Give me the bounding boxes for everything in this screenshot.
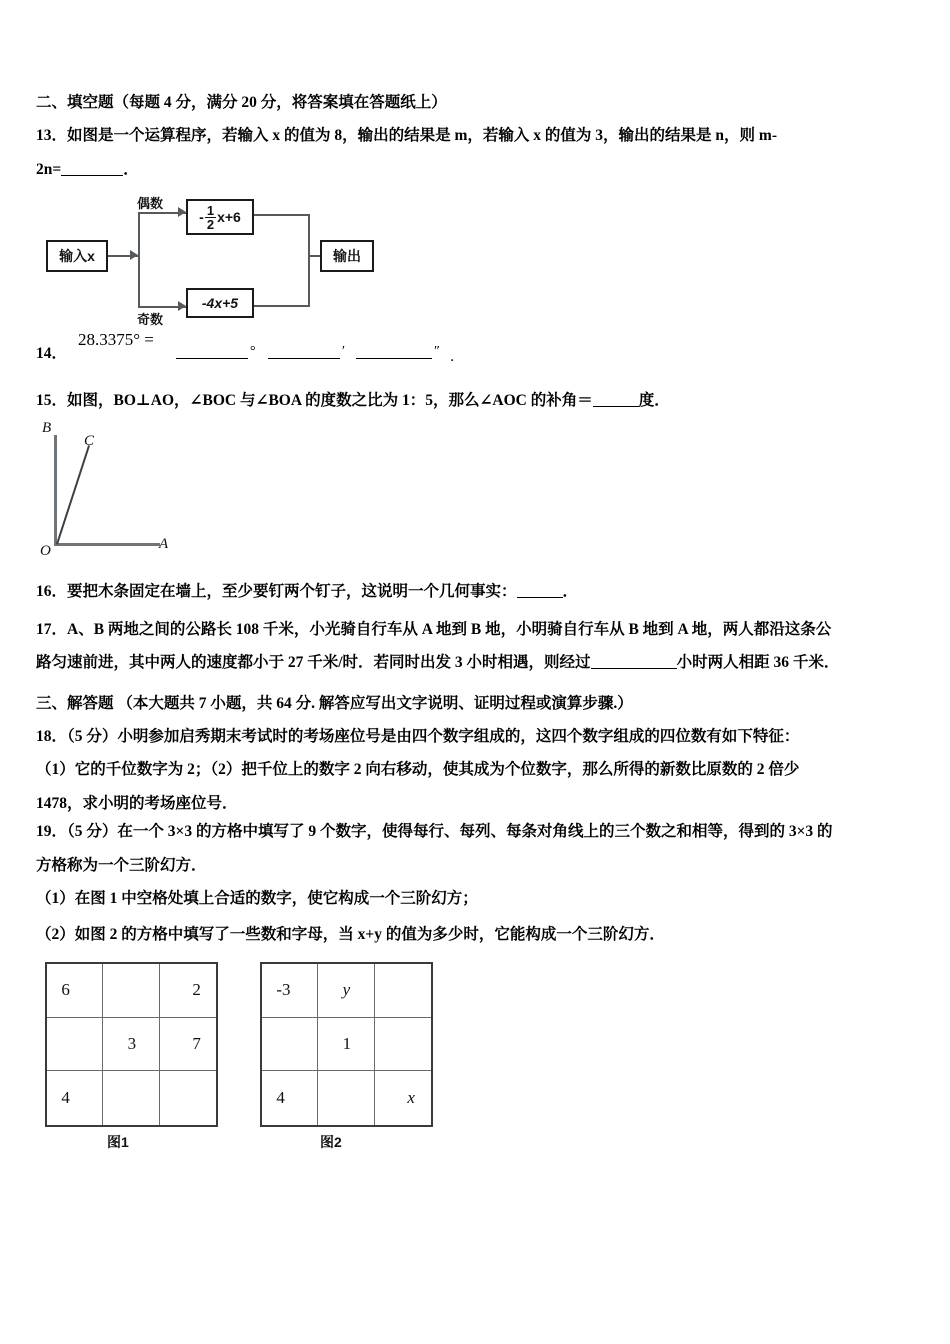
grid2-cell-r2c2[interactable] [318, 1018, 374, 1072]
grid1-caption: 图1 [107, 1134, 129, 1150]
even-expr-prefix: - [199, 209, 204, 225]
grid1-value-r2c2: 3 [127, 1033, 137, 1053]
question-14-second-symbol: ″ [434, 344, 440, 359]
flowchart-odd-expression-box: -4x+5 [186, 288, 254, 318]
question-17-answer-blank[interactable] [591, 668, 677, 669]
question-16-suffix: ． [562, 583, 579, 600]
question-18-line-2: （1）它的千位数字为 2；（2）把千位上的数字 2 向右移动，使其成为个位数字，那么所得的新数比原数的 2 倍少 [36, 761, 800, 778]
question-18-line-3: 1478，求小明的考场座位号． [36, 795, 238, 812]
grid2-cell-r2c3[interactable] [375, 1018, 431, 1072]
point-label-o: O [40, 543, 51, 559]
grid1-cell-r2c3[interactable] [160, 1018, 216, 1072]
grid2-cell-r1c3[interactable] [375, 964, 431, 1018]
section-3-heading: 三、解答题 （本大题共 7 小题，共 64 分. 解答应写出文字说明、证明过程或演算步骤.） [36, 695, 633, 712]
question-16-prompt: 16．要把木条固定在墙上，至少要钉两个钉子，这说明一个几何事实： [36, 583, 517, 600]
question-14-degree-symbol: ° [250, 344, 256, 359]
grid1-value-r1c3: 2 [192, 980, 201, 1000]
question-14-period: ． [450, 350, 464, 365]
grid2-value-r3c3: x [407, 1088, 415, 1108]
ray-ob [54, 435, 57, 545]
point-label-a: A [159, 536, 169, 552]
question-19-line-3: （1）在图 1 中空格处填上合适的数字，使它构成一个三阶幻方； [36, 890, 478, 907]
flowchart-even-label: 偶数 [137, 196, 164, 211]
grid2-cell-r1c1[interactable] [262, 964, 318, 1018]
question-13-line-1: 13．如图是一个运算程序，若输入 x 的值为 8，输出的结果是 m，若输入 x 的值为 3，输出的结果是 n，则 m- [36, 127, 777, 144]
question-13-blank-suffix: ． [123, 161, 139, 178]
question-13-blank-prefix: 2n= [36, 161, 62, 178]
question-17-prompt: 路匀速前进，其中两人的速度都小于 27 千米/时．若同时出发 3 小时相遇，则经过 [36, 654, 591, 671]
grid2-cell-r2c1[interactable] [262, 1018, 318, 1072]
even-expr-suffix: x+6 [217, 209, 241, 225]
grid2-cell-r1c2[interactable] [318, 964, 374, 1018]
grid2-cell-r3c3[interactable] [375, 1071, 431, 1125]
grid1-cell-r1c2[interactable] [103, 964, 159, 1018]
point-label-b: B [42, 420, 52, 436]
question-17-suffix: 小时两人相距 36 千米． [676, 654, 840, 671]
grid2-value-r3c1: 4 [276, 1088, 285, 1108]
question-14-expression: 28.3375° = [78, 330, 154, 349]
ray-oa [54, 543, 160, 546]
flowchart-output-box: 输出 [320, 240, 374, 272]
grid1-cell-r1c1[interactable] [47, 964, 103, 1018]
even-expr-denominator: 2 [206, 216, 215, 232]
grid1-value-r1c1: 6 [61, 980, 70, 1000]
magic-square-grid-2 [260, 962, 433, 1127]
grid2-caption: 图2 [320, 1134, 342, 1150]
section-2-heading: 二、填空题（每题 4 分，满分 20 分，将答案填在答题纸上） [36, 94, 447, 111]
question-15-prompt: 15．如图，BO⊥AO，∠BOC 与∠BOA 的度数之比为 1：5，那么∠AOC 的补角＝ [36, 392, 593, 409]
grid1-cell-r2c2[interactable] [103, 1018, 159, 1072]
grid2-cell-r3c1[interactable] [262, 1071, 318, 1125]
grid2-value-r1c2: y [342, 980, 351, 1000]
question-19-line-1: 19．（5 分）在一个 3×3 的方格中填写了 9 个数字，使得每行、每列、每条对角线上的三个数之和相等，得到的 3×3 的 [36, 823, 833, 840]
grid2-value-r2c2: 1 [342, 1033, 352, 1053]
grid1-cell-r3c3[interactable] [160, 1071, 216, 1125]
flowchart-odd-label: 奇数 [137, 312, 164, 327]
grid1-cell-r1c3[interactable] [160, 964, 216, 1018]
ray-oc [56, 445, 90, 544]
grid1-value-r2c3: 7 [192, 1033, 201, 1053]
grid2-value-r1c1: -3 [276, 980, 291, 1000]
grid1-cell-r3c1[interactable] [47, 1071, 103, 1125]
point-label-c: C [84, 433, 95, 449]
question-16-text [36, 582, 578, 601]
grid1-cell-r2c1[interactable] [47, 1018, 103, 1072]
question-17-line-1: 17．A、B 两地之间的公路长 108 千米，小光骑自行车从 A 地到 B 地，小明骑自行车从 B 地到 A 地，两人都沿这条公 [36, 621, 832, 638]
grid1-cell-r3c2[interactable] [103, 1071, 159, 1125]
question-14-number: 14． [36, 345, 68, 362]
flowchart-input-box: 输入x [46, 240, 108, 272]
question-19-line-2: 方格称为一个三阶幻方． [36, 857, 207, 874]
question-18-line-1: 18．（5 分）小明参加启秀期末考试时的考场座位号是由四个数字组成的，这四个数字组成的四位数有如下特征： [36, 728, 800, 745]
magic-square-grid-1 [45, 962, 218, 1127]
question-14-minute-symbol: ′ [342, 344, 346, 359]
grid2-cell-r3c2[interactable] [318, 1071, 374, 1125]
question-17-line-2 [36, 653, 839, 672]
even-expr-numerator: 1 [206, 202, 215, 218]
question-19-line-4: （2）如图 2 的方格中填写了一些数和字母，当 x+y 的值为多少时，它能构成一个三阶幻方． [36, 926, 665, 943]
question-15-suffix: 度． [638, 392, 670, 409]
question-16-answer-blank[interactable] [517, 597, 563, 598]
grid1-value-r3c1: 4 [61, 1088, 70, 1108]
